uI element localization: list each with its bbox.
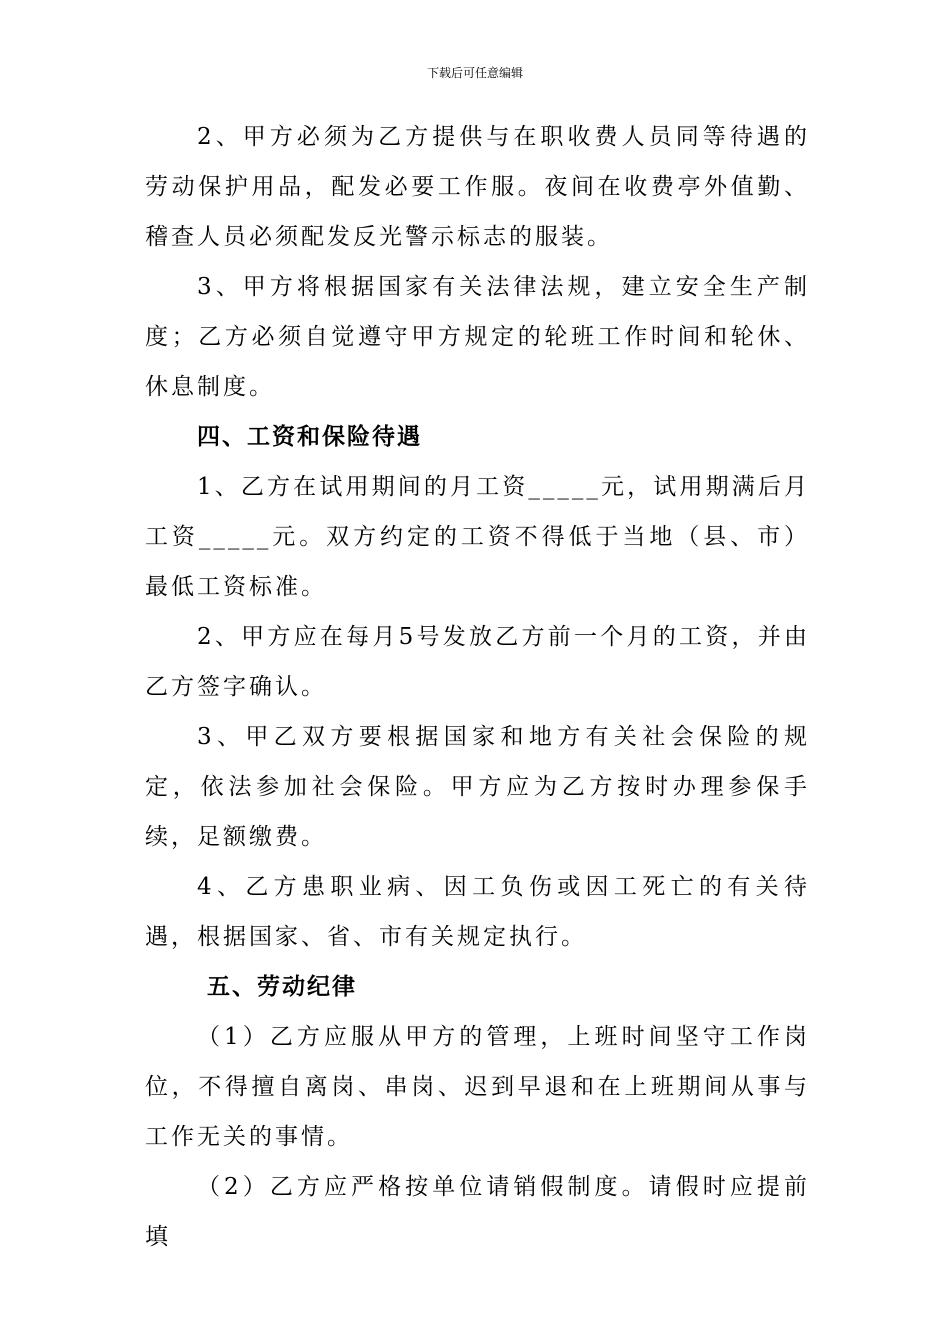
clause-4-3: 3、甲乙双方要根据国家和地方有关社会保险的规定，依法参加社会保险。甲方应为乙方按时办理参保手续，足额缴费。 — [145, 724, 810, 850]
clause-5-2: （2）乙方应严格按单位请销假制度。请假时应提前填 — [145, 1174, 810, 1250]
document-body — [145, 112, 810, 1262]
clause-5-1: （1）乙方应服从甲方的管理，上班时间坚守工作岗位，不得擅自离岗、串岗、迟到早退和在上班期间从事与工作无关的事情。 — [145, 1024, 810, 1150]
clause-3-3: 3、甲方将根据国家有关法律法规，建立安全生产制度；乙方必须自觉遵守甲方规定的轮班工作时间和轮休、休息制度。 — [145, 274, 810, 400]
clause-4-4: 4、乙方患职业病、因工负伤或因工死亡的有关待遇，根据国家、省、市有关规定执行。 — [145, 874, 810, 950]
page-header: 下载后可任意编辑 — [426, 66, 523, 80]
section-heading-discipline: 五、劳动纪律 — [207, 973, 357, 1000]
clause-3-2: 2、甲方必须为乙方提供与在职收费人员同等待遇的劳动保护用品，配发必要工作服。夜间在收费亭外值勤、稽查人员必须配发反光警示标志的服装。 — [145, 124, 810, 250]
clause-4-2: 2、甲方应在每月5号发放乙方前一个月的工资，并由乙方签字确认。 — [145, 624, 810, 700]
section-heading-wages: 四、工资和保险待遇 — [197, 423, 422, 450]
clause-4-1: 1、乙方在试用期间的月工资_____元，试用期满后月工资_____元。双方约定的工资不得低于当地（县、市）最低工资标准。 — [145, 474, 810, 600]
